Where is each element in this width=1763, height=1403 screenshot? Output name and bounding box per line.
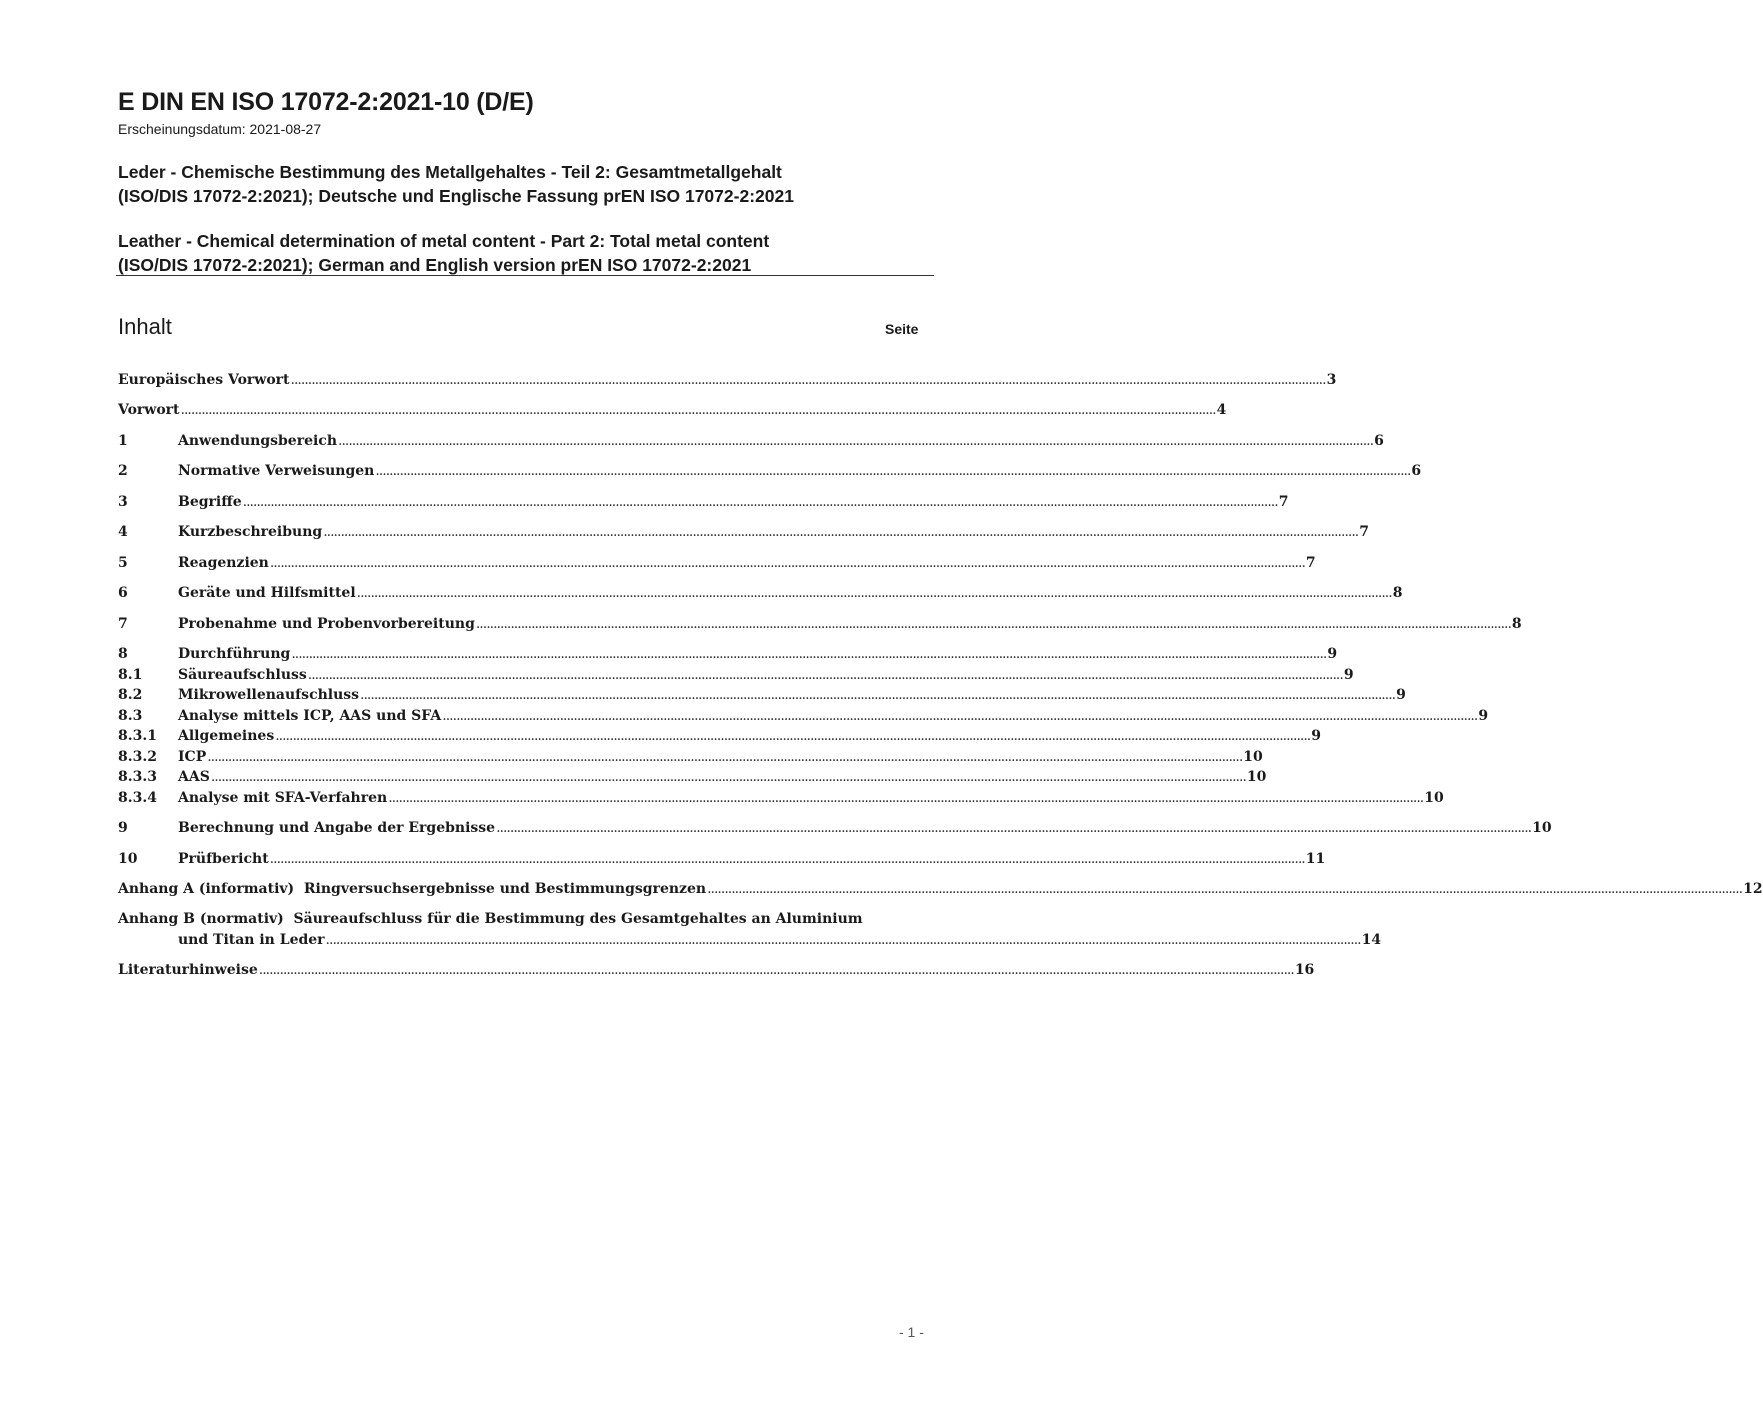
toc-leader: ............................................................................................................................................................................................................................................................................................................ (180, 402, 1216, 418)
toc-bibliography[interactable] (118, 962, 1315, 983)
toc-leader: ............................................................................................................................................................................................................................................................................................................ (388, 790, 1424, 806)
toc-annex-a[interactable] (118, 881, 1763, 902)
toc-entry[interactable] (118, 555, 1316, 576)
toc-entry[interactable] (118, 616, 1522, 637)
toc-entry-page: 9 (1478, 708, 1489, 724)
toc-entry-label: Kurzbeschreibung (178, 524, 323, 540)
toc-entry-number: 8.2 (118, 687, 143, 703)
toc-entry-page: 8 (1392, 585, 1403, 601)
toc-entry-label: Vorwort (118, 402, 180, 418)
toc-entry-number: 2 (118, 463, 128, 479)
toc-annex-b-line-2[interactable] (118, 932, 1382, 953)
toc-entry[interactable] (118, 728, 1322, 749)
toc-leader: ............................................................................................................................................................................................................................................................................................................ (290, 372, 1326, 388)
toc-entry-number: 7 (118, 616, 128, 632)
toc-entry-number: 8.1 (118, 667, 143, 683)
toc-entry-number: 10 (118, 851, 138, 867)
header-divider (116, 275, 934, 276)
toc-entry[interactable] (118, 667, 1354, 688)
toc-entry[interactable] (118, 820, 1552, 841)
toc-entry-label: Reagenzien (178, 555, 269, 571)
toc-entry-number: 8.3.2 (118, 749, 157, 765)
toc-entry-label: Mikrowellenaufschluss (178, 687, 360, 703)
publication-date: Erscheinungsdatum: 2021-08-27 (118, 121, 322, 137)
title-german-line-1: Leder - Chemische Bestimmung des Metallgehaltes - Teil 2: Gesamtmetallgehalt (118, 162, 782, 182)
toc-entry-label: Analyse mit SFA-Verfahren (178, 790, 388, 806)
toc-entry-label: und Titan in Leder (178, 932, 325, 948)
toc-entry-number: 8.3.3 (118, 769, 157, 785)
toc-entry-page: 8 (1511, 616, 1522, 632)
toc-leader: ............................................................................................................................................................................................................................................................................................................ (375, 463, 1411, 479)
toc-leader: ............................................................................................................................................................................................................................................................................................................ (442, 708, 1478, 724)
toc-entry-page: 16 (1294, 962, 1315, 978)
toc-entry[interactable] (118, 851, 1326, 872)
toc-entry[interactable] (118, 524, 1369, 545)
toc-entry-number: 8 (118, 646, 128, 662)
toc-entry[interactable] (118, 769, 1267, 790)
toc-entry-label: Normative Verweisungen (178, 463, 375, 479)
toc-entry-label: Anhang B (normativ) Säureaufschluss für die Bestimmung des Gesamtgehaltes an Aluminium (118, 911, 863, 927)
toc-entry-label: ICP (178, 749, 207, 765)
toc-leader: ............................................................................................................................................................................................................................................................................................................ (707, 881, 1743, 897)
toc-leader: ............................................................................................................................................................................................................................................................................................................ (307, 667, 1343, 683)
toc-leader: ............................................................................................................................................................................................................................................................................................................ (360, 687, 1396, 703)
toc-entry-label: Durchführung (178, 646, 291, 662)
toc-entry-page: 9 (1327, 646, 1338, 662)
toc-entry-label: Begriffe (178, 494, 242, 510)
toc-entry[interactable] (118, 433, 1384, 454)
toc-entry-number: 6 (118, 585, 128, 601)
toc-entry-number: 3 (118, 494, 128, 510)
toc-entry-label: Berechnung und Angabe der Ergebnisse (178, 820, 496, 836)
toc-entry[interactable] (118, 646, 1338, 667)
toc-entry[interactable] (118, 463, 1422, 484)
toc-entry-page: 7 (1359, 524, 1369, 540)
toc-entry-number: 5 (118, 555, 128, 571)
toc-entry-page: 14 (1361, 932, 1382, 948)
toc-leader: ............................................................................................................................................................................................................................................................................................................ (291, 646, 1327, 662)
toc-entry-number: 1 (118, 433, 128, 449)
toc-leader: ............................................................................................................................................................................................................................................................................................................ (210, 769, 1246, 785)
title-english (118, 229, 918, 277)
toc-entry-number: 9 (118, 820, 128, 836)
toc-leader: ............................................................................................................................................................................................................................................................................................................ (475, 616, 1511, 632)
title-english-line-2: (ISO/DIS 17072-2:2021); German and English version prEN ISO 17072-2:2021 (118, 255, 752, 275)
toc-entry-page: 10 (1243, 749, 1263, 765)
toc-leader: ............................................................................................................................................................................................................................................................................................................ (258, 962, 1294, 978)
toc-leader: ............................................................................................................................................................................................................................................................................................................ (269, 851, 1305, 867)
toc-entry[interactable] (118, 790, 1444, 811)
toc-entry-label: Analyse mittels ICP, AAS und SFA (178, 708, 442, 724)
toc-leader: ............................................................................................................................................................................................................................................................................................................ (338, 433, 1374, 449)
toc-leader: ............................................................................................................................................................................................................................................................................................................ (496, 820, 1532, 836)
toc-entry-label: Säureaufschluss (178, 667, 307, 683)
toc-entry[interactable] (118, 749, 1263, 770)
toc-entry-label: Prüfbericht (178, 851, 269, 867)
toc-leader: ............................................................................................................................................................................................................................................................................................................ (356, 585, 1392, 601)
toc-entry-page: 6 (1374, 433, 1384, 449)
toc-entry-page: 7 (1305, 555, 1316, 571)
toc-entry-page: 6 (1411, 463, 1422, 479)
toc-entry-label: Anhang A (informativ) Ringversuchsergebnisse und Bestimmungsgrenzen (118, 881, 707, 897)
toc-entry-number: 8.3.1 (118, 728, 157, 744)
toc-entry[interactable] (118, 494, 1289, 515)
toc-entry-label: Probenahme und Probenvorbereitung (178, 616, 475, 632)
title-english-line-1: Leather - Chemical determination of metal content - Part 2: Total metal content (118, 231, 770, 251)
toc-entry[interactable] (118, 372, 1337, 393)
toc-entry-label: Europäisches Vorwort (118, 372, 290, 388)
toc-entry-page: 7 (1278, 494, 1289, 510)
toc-entry-label: Geräte und Hilfsmittel (178, 585, 356, 601)
toc-entry-page: 10 (1424, 790, 1444, 806)
toc-entry-page: 9 (1343, 667, 1354, 683)
toc-leader: ............................................................................................................................................................................................................................................................................................................ (207, 749, 1243, 765)
toc-entry-page: 9 (1311, 728, 1322, 744)
toc-entry-number: 4 (118, 524, 128, 540)
toc-entry-page: 10 (1246, 769, 1267, 785)
toc-entry-label: AAS (178, 769, 210, 785)
toc-leader: ............................................................................................................................................................................................................................................................................................................ (275, 728, 1311, 744)
toc-entry[interactable] (118, 585, 1403, 606)
toc-page-column-label: Seite (885, 321, 919, 337)
toc-heading: Inhalt (118, 314, 172, 339)
toc-entry-page: 9 (1396, 687, 1406, 703)
toc-entry[interactable] (118, 402, 1227, 423)
toc-entry-number: 8.3 (118, 708, 143, 724)
title-german-line-2: (ISO/DIS 17072-2:2021); Deutsche und Englische Fassung prEN ISO 17072-2:2021 (118, 186, 794, 206)
toc-annex-b-line-1[interactable] (118, 911, 930, 932)
toc-entry-label: Literaturhinweise (118, 962, 258, 978)
toc-leader: ............................................................................................................................................................................................................................................................................................................ (242, 494, 1278, 510)
toc-entry-page: 10 (1532, 820, 1552, 836)
toc-entry[interactable] (118, 708, 1489, 729)
toc-entry-label: Allgemeines (178, 728, 275, 744)
toc-entry-label: Anwendungsbereich (178, 433, 337, 449)
toc-entry-page: 11 (1305, 851, 1326, 867)
toc-entry-number: 8.3.4 (118, 790, 157, 806)
toc-leader: ............................................................................................................................................................................................................................................................................................................ (323, 524, 1359, 540)
toc-entry[interactable] (118, 687, 1406, 708)
toc-leader: ............................................................................................................................................................................................................................................................................................................ (325, 932, 1361, 948)
toc-leader: ............................................................................................................................................................................................................................................................................................................ (269, 555, 1305, 571)
toc-entry-page: 12 (1743, 881, 1763, 897)
toc-entry-page: 4 (1216, 402, 1227, 418)
toc-entry-page: 3 (1326, 372, 1337, 388)
document-id: E DIN EN ISO 17072-2:2021-10 (D/E) (118, 88, 534, 116)
title-german (118, 160, 918, 208)
page-number: - 1 - (899, 1324, 924, 1340)
